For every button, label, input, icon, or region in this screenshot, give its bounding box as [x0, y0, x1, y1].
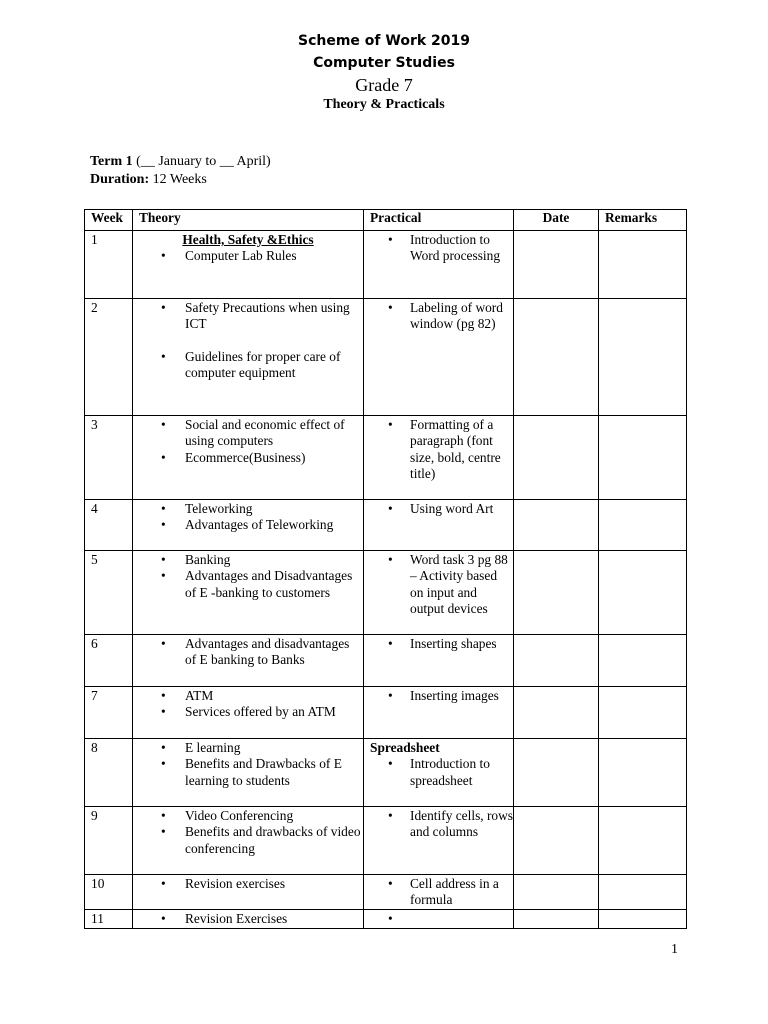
term-label: Term 1	[90, 154, 133, 169]
theory-cell	[133, 910, 364, 929]
week-cell: 1	[85, 231, 133, 299]
practical-cell	[364, 910, 514, 929]
term-line	[90, 153, 271, 171]
date-cell	[514, 687, 599, 739]
remarks-cell	[599, 299, 687, 416]
section-title: Health, Safety &Ethics	[182, 232, 314, 247]
remarks-cell	[599, 739, 687, 807]
date-cell	[514, 910, 599, 929]
table-row	[85, 551, 687, 635]
duration-line	[90, 171, 271, 189]
table-row	[85, 687, 687, 739]
date-cell	[514, 551, 599, 635]
table-row	[85, 807, 687, 875]
practical-item: • Identify cells, rows and columns	[364, 808, 513, 841]
practical-item: • Introduction to Word processing	[364, 232, 513, 265]
date-cell	[514, 807, 599, 875]
week-cell: 2	[85, 299, 133, 416]
table-row	[85, 910, 687, 929]
duration-label: Duration:	[90, 172, 150, 187]
practical-cell	[364, 875, 514, 910]
practical-cell	[364, 231, 514, 299]
header-practical: Practical	[364, 210, 514, 231]
date-cell	[514, 635, 599, 687]
remarks-cell	[599, 416, 687, 500]
practical-cell	[364, 739, 514, 807]
week-cell: 11	[85, 910, 133, 929]
header-theory: Theory	[133, 210, 364, 231]
remarks-cell	[599, 910, 687, 929]
theory-item: • Advantages and Disadvantages of E -banking to customers	[133, 568, 363, 601]
theory-item: • Video Conferencing	[133, 808, 363, 824]
date-cell	[514, 231, 599, 299]
week-cell: 3	[85, 416, 133, 500]
theory-cell	[133, 500, 364, 551]
week-cell: 4	[85, 500, 133, 551]
theory-item: • Ecommerce(Business)	[133, 450, 363, 466]
remarks-cell	[599, 687, 687, 739]
table-row	[85, 416, 687, 500]
document-title: Scheme of Work 2019	[298, 33, 470, 49]
scope-title: Theory & Practicals	[323, 97, 445, 112]
practical-cell	[364, 551, 514, 635]
date-cell	[514, 416, 599, 500]
table-row	[85, 635, 687, 687]
remarks-cell	[599, 635, 687, 687]
theory-item: • Revision exercises	[133, 876, 363, 892]
practical-item: • Formatting of a paragraph (font size, bold, centre title)	[364, 417, 513, 483]
remarks-cell	[599, 231, 687, 299]
week-cell: 10	[85, 875, 133, 910]
remarks-cell	[599, 807, 687, 875]
practical-cell	[364, 299, 514, 416]
practical-item: • Introduction to spreadsheet	[364, 756, 513, 789]
practical-item: • Cell address in a formula	[364, 876, 513, 909]
week-cell: 7	[85, 687, 133, 739]
date-cell	[514, 875, 599, 910]
practical-item: • Word task 3 pg 88 – Activity based on input and output devices	[364, 552, 513, 618]
theory-cell	[133, 551, 364, 635]
table-row	[85, 739, 687, 807]
theory-item: • Advantages of Teleworking	[133, 517, 363, 533]
date-cell	[514, 500, 599, 551]
week-cell: 9	[85, 807, 133, 875]
section-title: Spreadsheet	[370, 740, 440, 755]
header-week: Week	[85, 210, 133, 231]
theory-item: • Revision Exercises	[133, 911, 363, 927]
theory-cell	[133, 687, 364, 739]
table-header-row	[85, 210, 687, 231]
table-row	[85, 299, 687, 416]
term-info	[90, 153, 271, 189]
theory-item: • ATM	[133, 688, 363, 704]
theory-item: • Advantages and disadvantages of E banking to Banks	[133, 636, 363, 669]
week-cell: 8	[85, 739, 133, 807]
theory-cell	[133, 739, 364, 807]
practical-cell	[364, 416, 514, 500]
practical-item: • Inserting shapes	[364, 636, 513, 652]
theory-item: • Banking	[133, 552, 363, 568]
subject-title: Computer Studies	[313, 55, 455, 71]
week-cell: 5	[85, 551, 133, 635]
theory-item: • Social and economic effect of using computers	[133, 417, 363, 450]
theory-item: • Benefits and drawbacks of video conferencing	[133, 824, 363, 857]
practical-item: • Inserting images	[364, 688, 513, 704]
theory-item: • Teleworking	[133, 501, 363, 517]
theory-cell	[133, 416, 364, 500]
remarks-cell	[599, 551, 687, 635]
date-cell	[514, 299, 599, 416]
remarks-cell	[599, 875, 687, 910]
theory-cell	[133, 807, 364, 875]
practical-cell	[364, 635, 514, 687]
week-cell: 6	[85, 635, 133, 687]
theory-item: • Guidelines for proper care of computer equipment	[133, 349, 363, 382]
table-row	[85, 500, 687, 551]
theory-item: • E learning	[133, 740, 363, 756]
remarks-cell	[599, 500, 687, 551]
theory-item: • Safety Precautions when using ICT	[133, 300, 363, 333]
grade-title: Grade 7	[355, 75, 413, 95]
practical-item: • Labeling of word window (pg 82)	[364, 300, 513, 333]
practical-item: • Using word Art	[364, 501, 513, 517]
page-number: 1	[671, 942, 678, 957]
theory-item: • Services offered by an ATM	[133, 704, 363, 720]
theory-item: • Computer Lab Rules	[133, 248, 363, 264]
duration-value: 12 Weeks	[152, 172, 207, 187]
scheme-table	[84, 209, 687, 929]
header-date: Date	[514, 210, 599, 231]
table-row	[85, 875, 687, 910]
date-cell	[514, 739, 599, 807]
practical-cell	[364, 807, 514, 875]
theory-cell	[133, 875, 364, 910]
theory-cell	[133, 299, 364, 416]
table-row	[85, 231, 687, 299]
practical-cell	[364, 687, 514, 739]
practical-cell	[364, 500, 514, 551]
header-remarks: Remarks	[599, 210, 687, 231]
term-value: (__ January to __ April)	[136, 154, 271, 169]
theory-cell	[133, 231, 364, 299]
theory-item: • Benefits and Drawbacks of E learning to students	[133, 756, 363, 789]
theory-cell	[133, 635, 364, 687]
